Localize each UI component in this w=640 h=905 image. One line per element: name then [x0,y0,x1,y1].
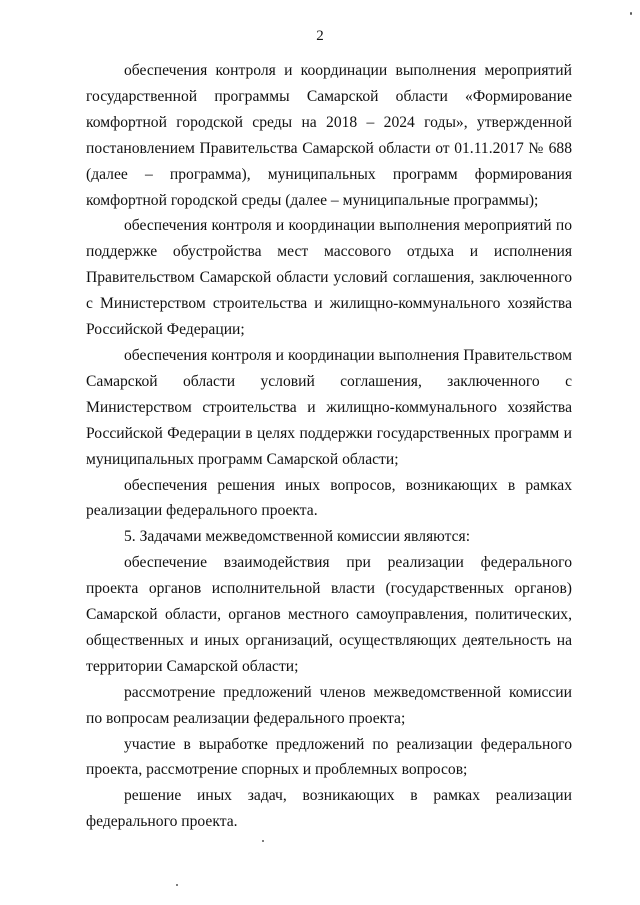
scan-speck [176,884,178,886]
scan-speck [262,840,264,842]
paragraph-6: обеспечение взаимодействия при реализации федерального проекта органов исполнительной власти (государственных органов) Самарской области, органов местного самоуправления, политических, общественных и иных организаций, осуществляющих деятельность на территории Самарской области; [86,554,572,675]
paragraph-2: обеспечения контроля и координации выполнения мероприятий по поддержке обустройства мест массового отдыха и исполнения Правительством Самарской области условий соглашения, заключенного с Министерством строительства и жилищно-коммунального хозяйства Российской Федерации; [86,217,572,339]
paragraph-8: участие в выработке предложений по реализации федерального проекта, рассмотрение спорных и проблемных вопросов; [86,735,572,779]
paragraph-4: обеспечения решения иных вопросов, возникающих в рамках реализации федерального проекта. [86,476,572,520]
page-number: 2 [316,28,324,44]
paragraph-7: рассмотрение предложений членов межведомственной комиссии по вопросам реализации федерального проекта; [86,683,572,727]
paragraph-9: решение иных задач, возникающих в рамках реализации федерального проекта. [86,787,572,831]
document-body [86,58,572,835]
paragraph-1: обеспечения контроля и координации выполнения мероприятий государственной программы Самарской области «Формирование комфортной городской среды на 2018 – 2024 годы», утвержденной постановлением Правительства Самарской области от 01.11.2017 № 688 (далее – программа), муниципальных программ формирования комфортной городской среды (далее – муниципальные программы); [86,62,572,209]
scan-speck [630,12,632,15]
paragraph-3: обеспечения контроля и координации выполнения Правительством Самарской области условий соглашения, заключенного с Министерством строительства и жилищно-коммунального хозяйства Российской Федерации в целях поддержки государственных программ и муниципальных программ Самарской области; [86,346,572,468]
paragraph-5-heading: 5. Задачами межведомственной комиссии являются: [124,528,471,546]
